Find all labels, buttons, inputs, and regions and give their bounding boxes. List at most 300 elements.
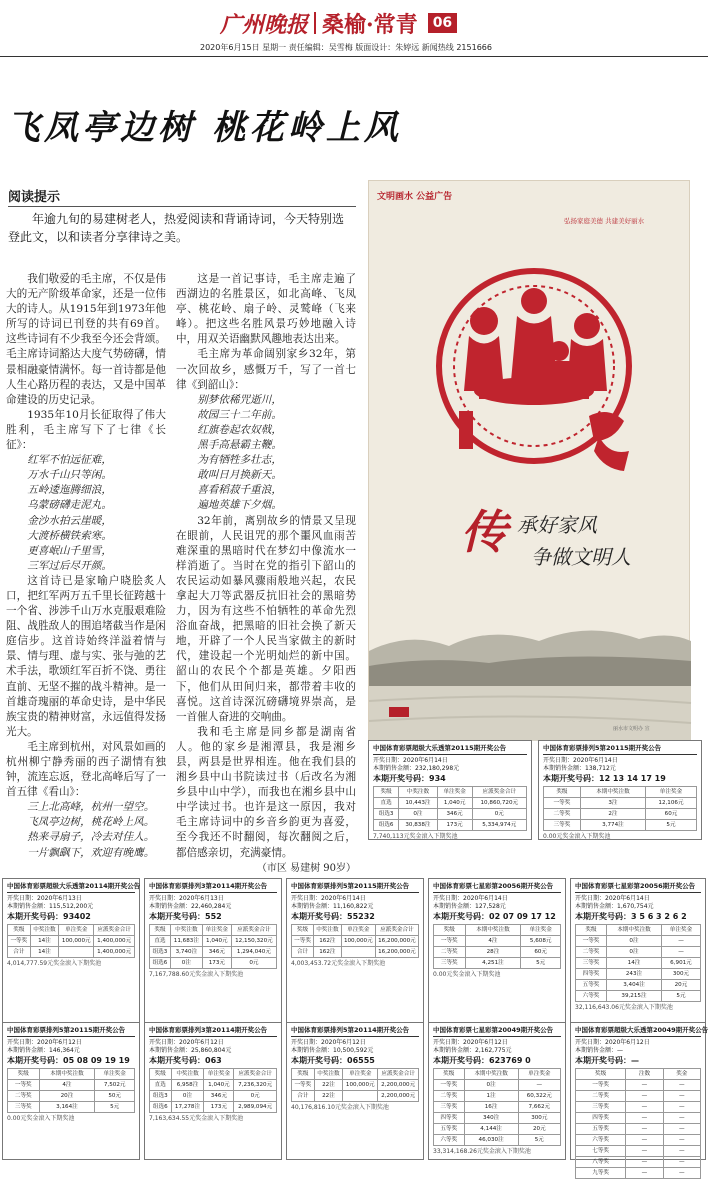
table-row (8, 947, 135, 958)
notice-footnote: 7,163,634.55元奖金滚入下期奖池 (149, 1115, 244, 1122)
table-cell: 6,958注 (171, 1080, 204, 1091)
table-row (576, 936, 701, 947)
table-row (8, 1102, 135, 1113)
table-row (150, 936, 277, 947)
table-cell: 一等奖 (544, 798, 581, 809)
table-cell: 50元 (95, 1091, 135, 1102)
table-header-cell: 中奖注数 (30, 925, 59, 936)
lottery-notice (144, 878, 282, 1026)
table-header-cell: 应派奖金合计 (375, 925, 418, 936)
table-cell: 六等奖 (576, 1135, 626, 1146)
notice-meta (149, 895, 277, 911)
poster-slogan-line-2: 争做文明人 (531, 545, 631, 569)
table-cell: 60元 (521, 947, 561, 958)
table-cell: 四等奖 (576, 969, 607, 980)
table-header-row (434, 1069, 561, 1080)
table-cell: 30,838注 (399, 820, 437, 831)
table-cell: 173元 (204, 1102, 234, 1113)
poster-slogan-initial: 传 (461, 505, 507, 559)
table-row (576, 1091, 701, 1102)
table-cell: 300元 (661, 969, 700, 980)
page-number: 06 (428, 13, 457, 33)
notice-title: 中国体育彩票排列5第20115期开奖公告 (291, 882, 419, 893)
table-cell: 3,404注 (607, 980, 662, 991)
notice-meta (433, 895, 561, 911)
masthead (220, 8, 457, 38)
notice-table (373, 786, 527, 831)
notice-footnote: 0.00元奖金滚入下期奖池 (543, 833, 611, 840)
table-row (374, 798, 527, 809)
table-header-cell: 本期中奖注数 (580, 787, 645, 798)
table-cell: 20注 (39, 1091, 95, 1102)
table-cell: 162注 (314, 936, 342, 947)
byline: （市区 易建树 90岁） (256, 862, 356, 874)
notice-table (291, 1068, 419, 1102)
lake-landscape-image (369, 611, 691, 741)
table-cell: 3,740注 (170, 947, 202, 958)
table-cell: 4注 (465, 936, 521, 947)
poem-line: 五岭逶迤腾细浪， (27, 484, 112, 497)
table-cell: 2注 (580, 809, 645, 820)
article-paragraph: 这首诗已是家喻户晓脍炙人口，把红军两万五千里长征跨越十一个省、涉渉千山万水克服艰难险阻、战胜敌人的围追堵截当作是闲庭信步。这首诗始终洋溢着情与景、情与理、虚与实、张与弛的艺术手法，歌颂红军百折不饶、勇往直前、无坚不摧的战斗精神。是一首雄奇瑰丽的革命史诗，是中华民族宝贵的精神财富，永远值得发扬光大。 (6, 574, 166, 738)
table-header-cell: 中奖注数 (314, 1069, 343, 1080)
table-cell: — (626, 1168, 663, 1179)
table-header-row (544, 787, 697, 798)
table-header-cell: 单注奖金 (646, 787, 697, 798)
table-cell: 0元 (472, 809, 526, 820)
table-cell: 60元 (646, 809, 697, 820)
table-cell: 六等奖 (576, 991, 607, 1002)
table-cell: 5元 (646, 820, 697, 831)
notice-winning-number: 本期开奖号码：05 08 09 19 19 (7, 1056, 130, 1065)
table-cell: 1,400,000元 (94, 936, 135, 947)
article-paragraph: 这是一首记事诗，毛主席走遍了西湖边的名胜景区，如北高峰、飞凤亭、桃花岭、扇子岭、灵鹫峰（飞来峰）。把这些名胜风景巧妙地融入诗中，用双关语幽默风趣地表达出来。 (176, 273, 356, 346)
table-cell: 0注 (607, 947, 662, 958)
notice-date: 开奖日期：2020年6月13日 (7, 895, 82, 902)
table-cell: 6,901元 (661, 958, 700, 969)
table-cell: 五等奖 (576, 1124, 626, 1135)
table-cell: 162注 (314, 947, 342, 958)
table-cell: 1,040元 (437, 798, 472, 809)
notice-footnote: 40,176,816.10元奖金滚入下期奖池 (291, 1104, 389, 1111)
table-cell: 八等奖 (576, 1157, 626, 1168)
notice-date: 开奖日期：2020年6月12日 (7, 1039, 82, 1046)
table-cell: 一等奖 (292, 1080, 315, 1091)
table-header-cell: 奖金 (663, 1069, 700, 1080)
table-row (150, 1102, 277, 1113)
article-column-1 (6, 272, 166, 861)
table-cell: 一等奖 (8, 1080, 40, 1091)
table-cell: 三等奖 (576, 1102, 626, 1113)
notice-table (7, 924, 135, 958)
table-cell: 10,443注 (399, 798, 437, 809)
table-cell: 1,294,040元 (231, 947, 276, 958)
table-cell: 一等奖 (434, 936, 466, 947)
notice-sales: 本期销售金额：232,180,298元 (373, 765, 460, 772)
lottery-notice (428, 1022, 566, 1160)
table-cell: 九等奖 (576, 1168, 626, 1179)
notice-winning-number: 本期开奖号码：— (575, 1056, 639, 1065)
notice-table (575, 1068, 701, 1179)
notice-table (433, 924, 561, 969)
table-header-cell: 应派奖金合计 (94, 925, 135, 936)
poem-line: 更喜岷山千里雪， (27, 544, 112, 557)
table-cell: 39,215注 (607, 991, 662, 1002)
notice-footnote: 7,167,788.60元奖金滚入下期奖池 (149, 971, 244, 978)
article-paragraph: 我和毛主席是同乡都是湖南省人。他的家乡是湘潭县，我是湘乡县，两县是世界相连。他在我们县的湘乡县中山书院读过书（后改名为湘乡县中山中学），而我也在湘乡县中山中学读过书。也许是这一原因，我对毛主席诗词中的乡音乡韵更为喜爱，至今我还不时翻阅，每次翻阅之后，都倍感亲切，充满豪情。 (176, 725, 356, 859)
poem-line: 一片飘飖下，欢迎有晚鹰。 (27, 846, 155, 859)
notice-date: 开奖日期：2020年6月14日 (291, 895, 366, 902)
table-row (434, 1113, 561, 1124)
article-paragraph: 毛主席为革命阔别家乡32年，第一次回故乡，感慨万千，写了一首七律《到韶山》： (176, 348, 356, 391)
poem-line: 乌蒙磅礴走泥丸。 (27, 499, 112, 512)
notice-meta (433, 1039, 561, 1055)
table-cell: 16,200,000元 (375, 936, 418, 947)
table-header-cell: 奖级 (576, 1069, 626, 1080)
notice-meta (7, 1039, 135, 1055)
notice-date: 开奖日期：2020年6月14日 (543, 757, 618, 764)
table-row (576, 1146, 701, 1157)
notice-meta (7, 895, 135, 911)
table-cell: 20元 (518, 1124, 560, 1135)
table-row (576, 947, 701, 958)
notice-date: 开奖日期：2020年6月14日 (433, 895, 508, 902)
table-cell: 2,200,000元 (378, 1091, 419, 1102)
table-row (576, 1157, 701, 1168)
lottery-notice (286, 1022, 424, 1160)
table-cell: 5,334,974元 (472, 820, 526, 831)
table-cell: 0注 (607, 936, 662, 947)
article-paragraph: 我们敬爱的毛主席，不仅是伟大的无产阶级革命家，还是一位伟大的诗人。从1915年到1973年他所写的诗词已刊登的共有69首。这些诗词有不少我至今还会背颂。毛主席诗词豁达大度气势磅礴，情景相融豪情满怀。每一首诗都是他人生心路历程的表达，又是中国革命建设的历史记录。 (6, 273, 166, 406)
newspaper-name: 广州晚报 (220, 11, 309, 38)
table-cell (59, 947, 94, 958)
notice-sales: 本期销售金额：127,528元 (433, 903, 506, 910)
table-header-cell: 单注奖金 (59, 925, 94, 936)
table-cell (341, 947, 375, 958)
notice-winning-number: 本期开奖号码：552 (149, 912, 222, 921)
table-row (292, 936, 419, 947)
table-header-cell: 奖级 (374, 787, 399, 798)
notice-meta (575, 1039, 701, 1055)
poem-line: 大渡桥横铁索寒。 (27, 529, 112, 542)
poem-line: 三上北高峰，杭州一望空。 (27, 801, 155, 814)
table-cell: 17,278注 (171, 1102, 204, 1113)
notice-winning-number: 本期开奖号码：934 (373, 774, 446, 783)
table-cell: 三等奖 (8, 1102, 40, 1113)
table-cell: 22注 (314, 1080, 343, 1091)
table-row (576, 1135, 701, 1146)
reading-tips-title: 阅读提示 (8, 190, 61, 205)
public-service-poster (368, 180, 690, 740)
table-header-cell: 本期中奖注数 (39, 1069, 95, 1080)
article-paragraph: 毛主席到杭州，对风景如画的杭州柳宁静秀丽的西子湖情有独钟，流连忘返，登北高峰后写了一首五律《看山》： (6, 740, 166, 799)
table-row (576, 1168, 701, 1179)
lottery-notice (538, 740, 702, 840)
table-cell: 2,989,094元 (234, 1102, 277, 1113)
table-cell: 二等奖 (576, 1091, 626, 1102)
table-cell: 0注 (170, 958, 202, 969)
table-cell: 1,040元 (204, 1080, 234, 1091)
table-cell: 一等奖 (576, 1080, 626, 1091)
table-cell: 14注 (30, 947, 59, 958)
notice-table (543, 786, 697, 831)
notice-winning-number: 本期开奖号码：3 5 6 3 2 6 2 (575, 912, 687, 921)
reading-tips-rule (8, 206, 356, 207)
table-cell: 合计 (292, 1091, 315, 1102)
table-cell: 5元 (95, 1102, 135, 1113)
table-cell: 3,164注 (39, 1102, 95, 1113)
notice-sales: 本期销售金额：138,712元 (543, 765, 616, 772)
table-row (434, 1080, 561, 1091)
table-header-cell: 单注奖金 (202, 925, 231, 936)
table-row (150, 958, 277, 969)
notice-meta (291, 1039, 419, 1055)
table-cell: 合计 (292, 947, 314, 958)
notice-sales: 本期销售金额：2,162,775元 (433, 1047, 512, 1054)
table-header-cell: 应派奖金合计 (231, 925, 276, 936)
table-cell: 二等奖 (434, 1091, 465, 1102)
table-cell: — (518, 1080, 560, 1091)
notice-table (433, 1068, 561, 1146)
poem-line: 敢叫日月换新天。 (197, 469, 282, 482)
table-header-cell: 中奖注数 (399, 787, 437, 798)
poem-line: 金沙水拍云崖暖， (27, 514, 112, 527)
notice-table (149, 924, 277, 969)
top-rule (0, 56, 708, 57)
table-header-cell: 本期中奖注数 (465, 925, 521, 936)
poster-credit: 丽水市文明办 宣 (613, 726, 650, 732)
poem-dao-shaoshan (176, 393, 356, 514)
table-cell: 7,236,320元 (234, 1080, 277, 1091)
notice-winning-number: 本期开奖号码：06555 (291, 1056, 375, 1065)
table-header-cell: 本期中奖注数 (464, 1069, 518, 1080)
notice-title: 中国体育彩票七星彩第20056期开奖公告 (575, 882, 701, 893)
notice-date: 开奖日期：2020年6月13日 (149, 895, 224, 902)
table-header-row (150, 925, 277, 936)
lottery-notice (368, 740, 532, 840)
table-row (576, 958, 701, 969)
table-cell: 七等奖 (576, 1146, 626, 1157)
table-cell: 1,040元 (202, 936, 231, 947)
table-cell: 一等奖 (292, 936, 314, 947)
table-row (374, 820, 527, 831)
poster-motto: 弘扬家庭美德 共建美好丽水 (564, 217, 645, 225)
table-cell: — (663, 1168, 700, 1179)
table-row (150, 947, 277, 958)
poem-line: 万水千山只等闲。 (27, 469, 112, 482)
table-row (150, 1080, 277, 1091)
table-row (292, 1091, 419, 1102)
lottery-notice (570, 1022, 708, 1176)
poster-label: 文明画水 公益广告 (377, 192, 453, 202)
notice-winning-number: 本期开奖号码：623769 0 (433, 1056, 531, 1065)
poem-line: 故园三十二年前。 (197, 408, 282, 421)
notice-title: 中国体育彩票超级大乐透第20049期开奖公告 (575, 1026, 701, 1037)
notice-table (575, 924, 701, 1002)
table-cell: — (663, 1102, 700, 1113)
table-cell: 14注 (30, 936, 59, 947)
table-cell: — (626, 1135, 663, 1146)
lottery-notice (2, 878, 140, 1026)
table-cell: — (663, 1135, 700, 1146)
notice-footnote: 4,003,453.72元奖金滚入下期奖池 (291, 960, 386, 967)
table-header-cell: 奖级 (576, 925, 607, 936)
table-header-row (8, 1069, 135, 1080)
notice-sales: 本期销售金额：146,364元 (7, 1047, 80, 1054)
table-cell: 二等奖 (576, 947, 607, 958)
table-header-cell: 奖级 (8, 1069, 40, 1080)
poem-line: 热来寻扇子，冷去对佳人。 (27, 831, 155, 844)
table-cell: 12,150,320元 (231, 936, 276, 947)
table-cell: 组选6 (150, 1102, 172, 1113)
table-cell: 直选 (150, 1080, 172, 1091)
notice-table (149, 1068, 277, 1113)
table-cell: 组选3 (150, 947, 171, 958)
table-header-row (8, 925, 135, 936)
table-header-cell: 奖级 (292, 925, 314, 936)
notice-title: 中国体育彩票七星彩第20056期开奖公告 (433, 882, 561, 893)
table-header-cell: 奖级 (544, 787, 581, 798)
notice-title: 中国体育彩票排列3第20114期开奖公告 (149, 1026, 277, 1037)
table-header-cell: 单注奖金 (661, 925, 700, 936)
table-cell: 三等奖 (434, 1102, 465, 1113)
notice-table (7, 1068, 135, 1113)
notice-title: 中国体育彩票超级大乐透第20114期开奖公告 (7, 882, 135, 893)
table-header-cell: 奖级 (8, 925, 31, 936)
table-cell: 243注 (607, 969, 662, 980)
headline: 飞凤亭边树 桃花岭上风 (6, 108, 402, 148)
table-cell: — (626, 1080, 663, 1091)
poem-line: 别梦依稀咒逝川， (197, 393, 282, 406)
table-cell: 4注 (39, 1080, 95, 1091)
table-header-cell: 注数 (626, 1069, 663, 1080)
poem-changzheng (6, 453, 166, 574)
table-row (434, 936, 561, 947)
table-cell: 1注 (464, 1091, 518, 1102)
table-row (434, 1102, 561, 1113)
table-cell: — (626, 1091, 663, 1102)
table-cell: 三等奖 (576, 958, 607, 969)
table-header-cell: 单注奖金 (95, 1069, 135, 1080)
table-cell: 4,144注 (464, 1124, 518, 1135)
table-cell: 340注 (464, 1113, 518, 1124)
table-cell: — (661, 936, 700, 947)
table-header-cell: 单注奖金 (437, 787, 472, 798)
lottery-notice (428, 878, 566, 1026)
dateline: 2020年6月15日 星期一 责任编辑：吴雪梅 版面设计：朱婷远 新闻热线 2151666 (200, 43, 492, 52)
table-row (576, 1102, 701, 1113)
lottery-notice (570, 878, 706, 1026)
table-cell: 5元 (661, 991, 700, 1002)
table-row (576, 1124, 701, 1135)
table-cell: 11,683注 (170, 936, 202, 947)
article-paragraph: 32年前，离别故乡的情景又呈现在眼前，人民诅咒的那个噩风血雨苦难深重的黑暗时代在梦幻中像流水一样消逝了。当时在党的指引下韶山的农民运动如暴风骤雨般地兴起，农民拿起大刀等武器反抗旧社会的黑暗势力，因为有这些不怕牺牲的革命先烈浴血奋战，把黑暗的旧社会换了新天地，开辟了一个人民当家做主的新时代，建设起一个光明灿烂的新中国。韶山的农民个个都是英雄。夕阳西下，他们从田间归来，都带着丰收的喜悦。这首诗深沉磅礴境界崇高，是一首催人奋进的交响曲。 (176, 514, 356, 723)
table-cell: 三等奖 (544, 820, 581, 831)
notice-date: 开奖日期：2020年6月12日 (149, 1039, 224, 1046)
table-cell: — (663, 1124, 700, 1135)
poem-line: 喜看稻菽千重浪， (197, 484, 282, 497)
table-row (8, 1091, 135, 1102)
table-header-cell: 中奖注数 (314, 925, 342, 936)
table-row (576, 969, 701, 980)
table-cell: 0元 (234, 1091, 277, 1102)
poem-line: 黑手高悬霸主鞭。 (197, 439, 282, 452)
table-cell: — (626, 1102, 663, 1113)
table-header-row (576, 925, 701, 936)
notice-date: 开奖日期：2020年6月14日 (373, 757, 448, 764)
reading-tips-text: 年逾九旬的易建树老人，热爱阅读和背诵诗词，今天特别选登此文，以和读者分享律诗之美。 (8, 212, 345, 244)
notice-footnote: 0.00元奖金滚入下期奖池 (433, 971, 501, 978)
masthead-divider (314, 12, 316, 34)
table-row (8, 936, 135, 947)
table-cell: 346元 (437, 809, 472, 820)
table-cell: — (626, 1157, 663, 1168)
table-cell: — (626, 1124, 663, 1135)
table-cell: 二等奖 (544, 809, 581, 820)
notice-winning-number: 本期开奖号码：063 (149, 1056, 222, 1065)
notice-footnote: 4,014,777.59元奖金滚入下期奖池 (7, 960, 102, 967)
table-header-cell: 单注奖金 (341, 925, 375, 936)
table-row (544, 809, 697, 820)
table-cell: 五等奖 (576, 980, 607, 991)
table-cell: 22注 (314, 1091, 343, 1102)
table-cell: 5元 (518, 1135, 560, 1146)
table-row (544, 798, 697, 809)
notice-title: 中国体育彩票超级大乐透第20115期开奖公告 (373, 744, 527, 755)
table-cell: 346元 (204, 1091, 234, 1102)
poem-line: 为有牺牲多壮志， (197, 454, 282, 467)
table-header-cell: 单注奖金 (204, 1069, 234, 1080)
table-cell: 3,774注 (580, 820, 645, 831)
notice-title: 中国体育彩票排列3第20114期开奖公告 (149, 882, 277, 893)
table-cell: 直选 (374, 798, 399, 809)
notice-sales: 本期销售金额：22,460,284元 (149, 903, 232, 910)
table-cell: 10,860,720元 (472, 798, 526, 809)
table-cell: 46,030注 (464, 1135, 518, 1146)
notice-title: 中国体育彩票排列5第20115期开奖公告 (7, 1026, 135, 1037)
table-cell (343, 1091, 378, 1102)
table-header-cell: 奖级 (150, 925, 171, 936)
notice-sales: 本期销售金额：1,670,754元 (575, 903, 654, 910)
table-cell: 16,200,000元 (375, 947, 418, 958)
table-cell: — (663, 1091, 700, 1102)
table-header-row (576, 1069, 701, 1080)
lottery-notice (286, 878, 424, 1026)
table-cell: 16注 (464, 1102, 518, 1113)
table-header-cell: 单注奖金 (518, 1069, 560, 1080)
notice-meta (149, 1039, 277, 1055)
table-row (576, 980, 701, 991)
table-cell: 三等奖 (434, 958, 466, 969)
table-header-cell: 本期中奖注数 (607, 925, 662, 936)
table-header-row (374, 787, 527, 798)
table-cell: 0注 (399, 809, 437, 820)
table-header-cell: 奖级 (150, 1069, 172, 1080)
table-cell: — (663, 1113, 700, 1124)
table-header-row (292, 925, 419, 936)
poem-line: 遍地英雄下夕烟。 (197, 499, 282, 512)
table-header-cell: 单注奖金 (521, 925, 561, 936)
table-cell: 0注 (171, 1091, 204, 1102)
notice-meta (291, 895, 419, 911)
table-cell: 28注 (465, 947, 521, 958)
table-cell: 346元 (202, 947, 231, 958)
notice-footnote: 0.00元奖金滚入下期奖池 (7, 1115, 75, 1122)
table-cell: 二等奖 (434, 947, 466, 958)
notice-date: 开奖日期：2020年6月12日 (433, 1039, 508, 1046)
table-row (434, 947, 561, 958)
table-cell: 组选3 (150, 1091, 172, 1102)
